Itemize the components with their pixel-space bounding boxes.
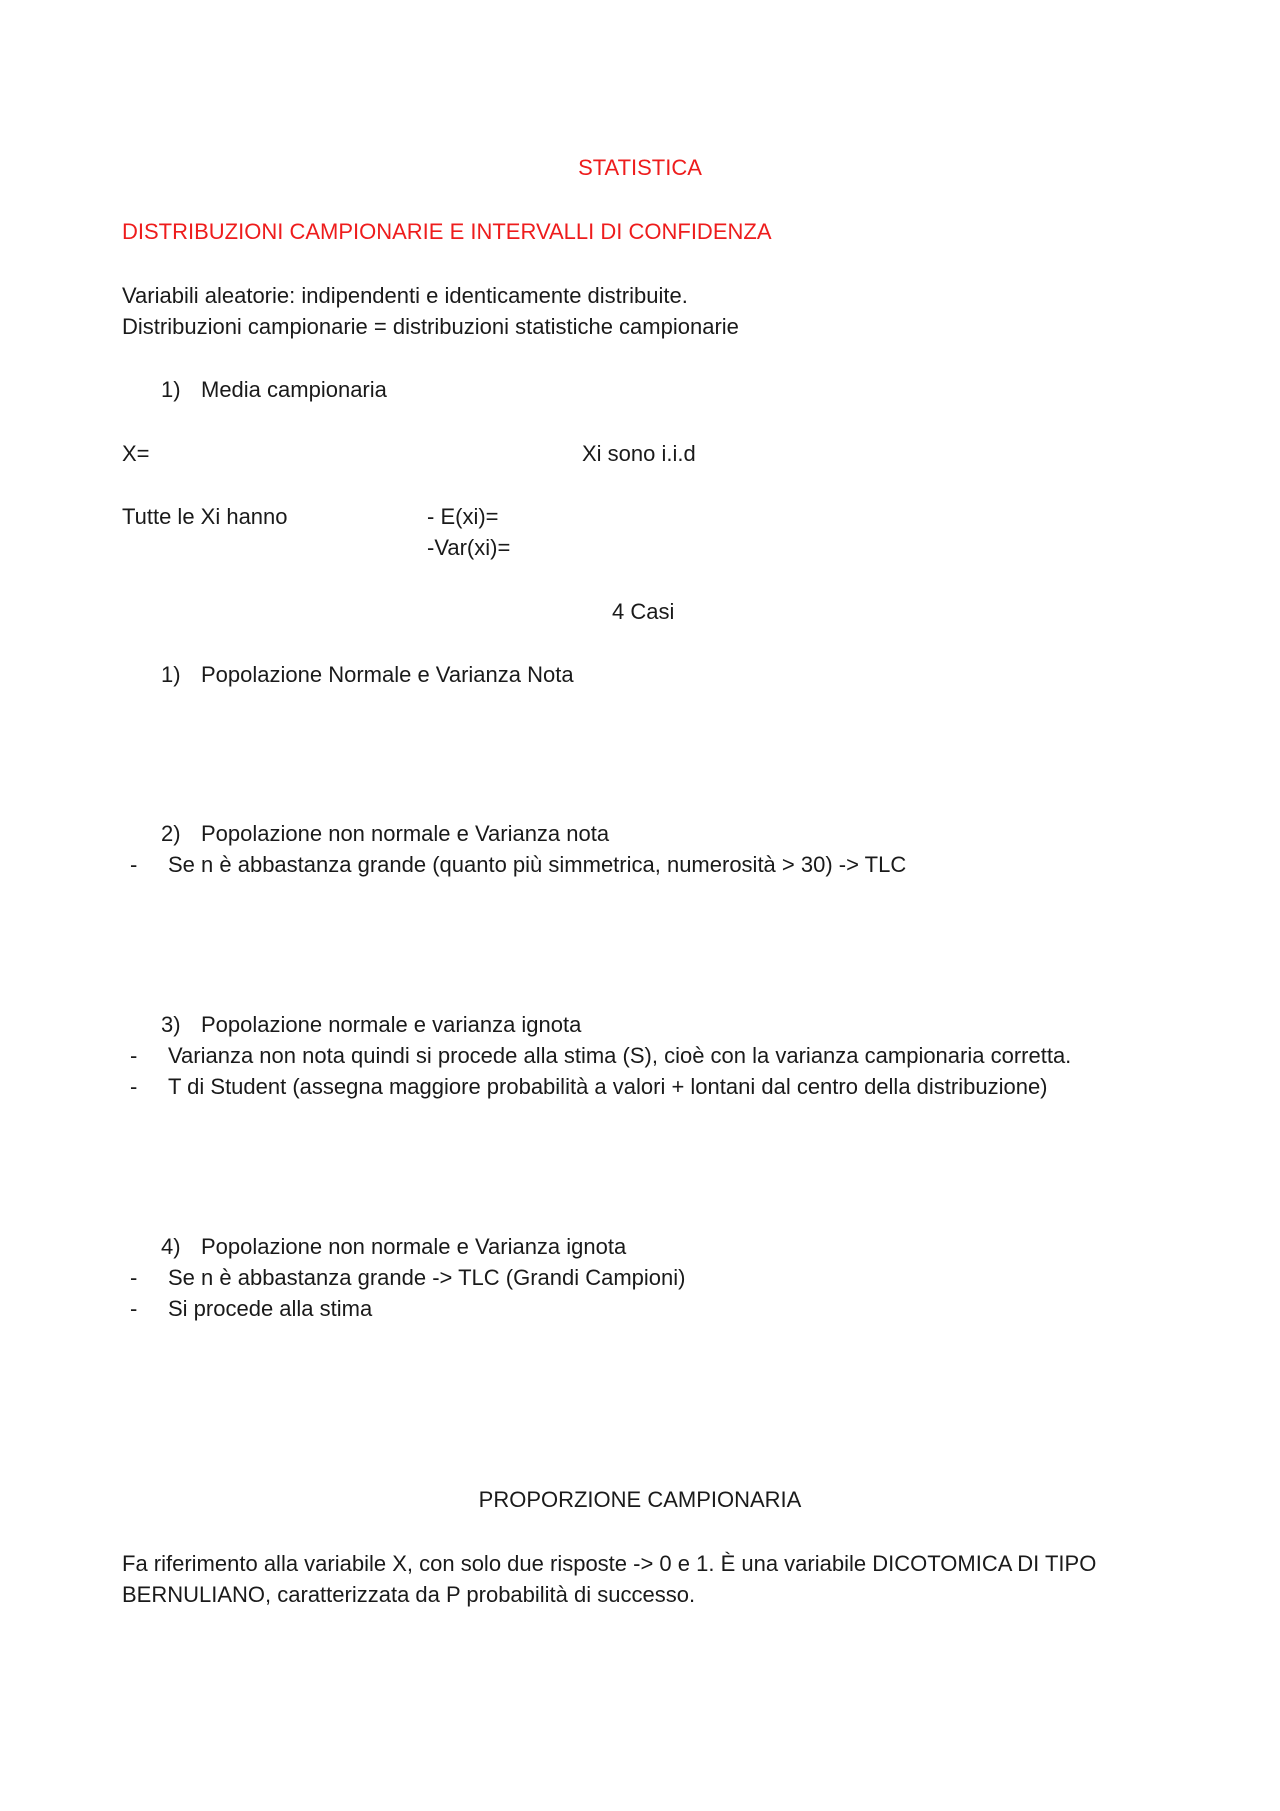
intro-line-2: Distribuzioni campionarie = distribuzioni statistiche campionarie <box>122 314 739 339</box>
case-title: Popolazione normale e varianza ignota <box>201 1012 582 1037</box>
list-number: 2) <box>161 821 181 846</box>
bullet-text: Si procede alla stima <box>168 1296 373 1321</box>
bullet-text: Se n è abbastanza grande (quanto più simmetrica, numerosità > 30) -> TLC <box>168 852 907 877</box>
tutte-label: Tutte le Xi hanno <box>122 504 288 529</box>
page-title: STATISTICA <box>578 155 702 180</box>
list-number: 4) <box>161 1234 181 1259</box>
dash-marker: - <box>130 852 138 877</box>
case-4-heading <box>161 1231 626 1263</box>
proporzione-line-2: BERNULIANO, caratterizzata da P probabilità di successo. <box>122 1582 696 1607</box>
case-2-heading <box>161 818 609 850</box>
casi-heading: 4 Casi <box>612 599 675 624</box>
dash-marker: - <box>130 1043 138 1068</box>
dash-marker: - <box>130 1296 138 1321</box>
case-title: Popolazione non normale e Varianza nota <box>201 821 610 846</box>
section-title: DISTRIBUZIONI CAMPIONARIE E INTERVALLI DI CONFIDENZA <box>122 219 772 244</box>
expectation-formula: - E(xi)= <box>427 504 499 529</box>
list-title: Media campionaria <box>201 377 387 402</box>
case-title: Popolazione non normale e Varianza ignota <box>201 1234 627 1259</box>
case-title: Popolazione Normale e Varianza Nota <box>201 662 574 687</box>
list-number: 1) <box>161 662 181 687</box>
list-number: 1) <box>161 377 181 402</box>
media-campionaria-heading <box>161 374 387 406</box>
bullet-text: Se n è abbastanza grande -> TLC (Grandi Campioni) <box>168 1265 686 1290</box>
x-label: X= <box>122 441 150 466</box>
intro-line-1: Variabili aleatorie: indipendenti e identicamente distribuite. <box>122 283 688 308</box>
dash-marker: - <box>130 1074 138 1099</box>
proporzione-heading: PROPORZIONE CAMPIONARIA <box>478 1487 802 1512</box>
variance-formula: -Var(xi)= <box>427 535 511 560</box>
iid-note: Xi sono i.i.d <box>582 441 696 466</box>
case-1-heading <box>161 659 574 691</box>
dash-marker: - <box>130 1265 138 1290</box>
proporzione-line-1: Fa riferimento alla variabile X, con solo due risposte -> 0 e 1. È una variabile DICOTOMICA DI TIPO <box>122 1551 1097 1576</box>
bullet-text: T di Student (assegna maggiore probabilità a valori + lontani dal centro della distribuzione) <box>168 1074 1048 1099</box>
list-number: 3) <box>161 1012 181 1037</box>
bullet-text: Varianza non nota quindi si procede alla stima (S), cioè con la varianza campionaria corretta. <box>168 1043 1072 1068</box>
case-3-heading <box>161 1009 581 1041</box>
